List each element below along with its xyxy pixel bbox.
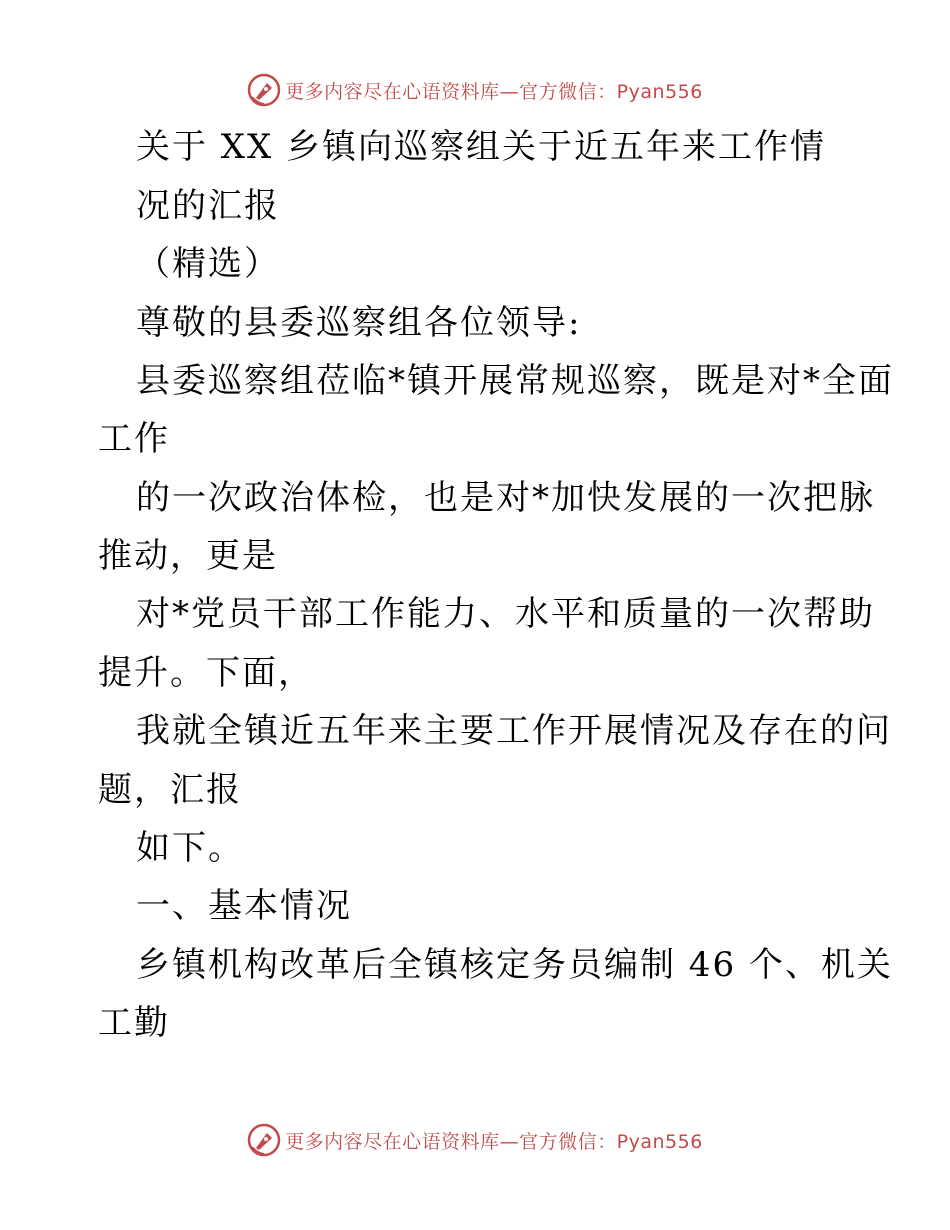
pen-nib-logo-icon [247, 73, 281, 107]
title-line-2: 况的汇报 [136, 186, 280, 226]
paragraph-line: 的一次政治体检，也是对*加快发展的一次把脉 [136, 478, 875, 518]
watermark-header [0, 70, 950, 110]
pen-nib-logo-icon [247, 1123, 281, 1157]
paragraph-line: 我就全镇近五年来主要工作开展情况及存在的问 [136, 711, 892, 751]
paragraph-line: 提升。下面， [98, 653, 314, 693]
salutation: 尊敬的县委巡察组各位领导: [136, 303, 582, 343]
paragraph-line: 乡镇机构改革后全镇核定务员编制 46 个、机关 [136, 945, 893, 985]
paragraph-line: 推动，更是 [98, 536, 278, 576]
paragraph-line: 县委巡察组莅临*镇开展常规巡察，既是对*全面 [136, 361, 894, 401]
paragraph-line: 对*党员干部工作能力、水平和质量的一次帮助 [136, 594, 875, 634]
paragraph-line: 工作 [98, 419, 170, 459]
paragraph-line: 如下。 [136, 828, 244, 868]
section-heading: 一、基本情况 [136, 886, 352, 926]
paragraph-line: 工勤 [98, 1003, 170, 1043]
watermark-footer [0, 1120, 950, 1160]
watermark-text: 更多内容尽在心语资料库—官方微信：Pyan556 [285, 1130, 703, 1153]
watermark-text: 更多内容尽在心语资料库—官方微信：Pyan556 [285, 80, 703, 103]
subtitle: （精选） [136, 244, 280, 284]
paragraph-line: 题，汇报 [98, 770, 242, 810]
title-line-1: 关于 XX 乡镇向巡察组关于近五年来工作情 [136, 127, 827, 167]
